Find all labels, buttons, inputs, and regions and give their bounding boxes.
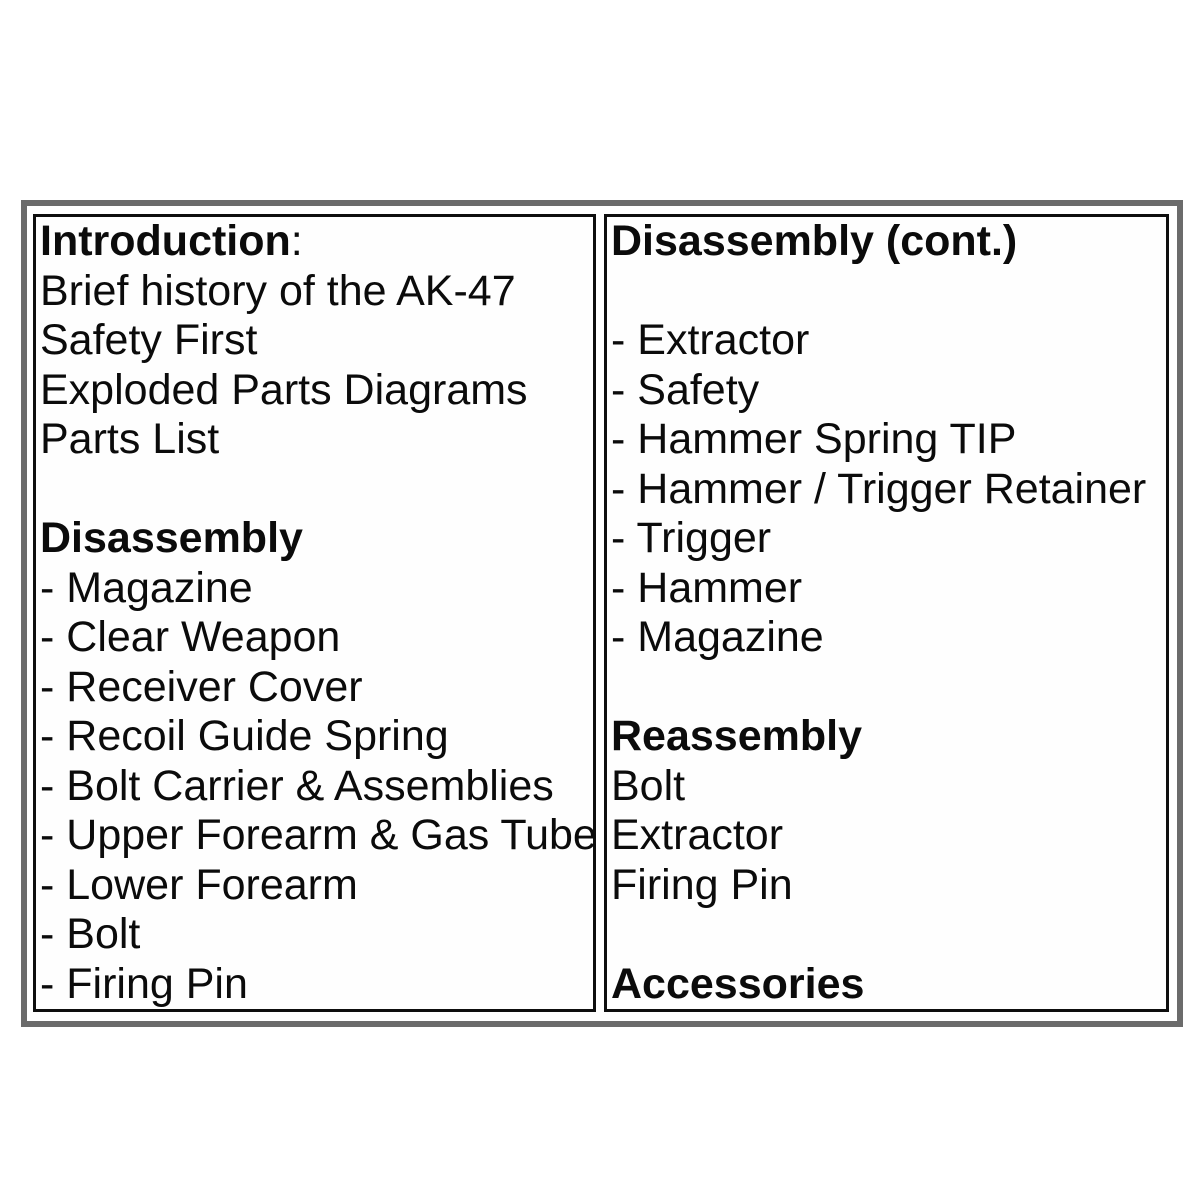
toc-entry: Parts List — [40, 415, 220, 463]
toc-blank-line — [40, 465, 593, 515]
toc-heading: Disassembly — [40, 514, 303, 562]
toc-entry: Firing Pin — [611, 860, 793, 909]
toc-heading: Reassembly — [611, 712, 862, 760]
toc-heading: Accessories — [611, 959, 865, 1008]
toc-entry: - Hammer Spring TIP — [611, 415, 1017, 463]
toc-entry: - Trigger — [611, 514, 772, 562]
toc-blank-line — [611, 663, 1166, 713]
toc-entry: - Magazine — [611, 613, 824, 661]
toc-entry: - Magazine — [40, 563, 253, 612]
toc-entry: Bolt — [611, 761, 686, 810]
toc-entry: - Hammer — [611, 563, 803, 612]
toc-entry: - Upper Forearm & Gas Tube — [40, 811, 597, 859]
toc-entry: - Safety — [611, 365, 760, 414]
toc-entry: - Bolt Carrier & Assemblies — [40, 761, 554, 810]
toc-heading: Disassembly (cont.) — [611, 217, 1018, 265]
toc-entry: - Lower Forearm — [40, 860, 358, 909]
toc-entry: - Receiver Cover — [40, 662, 363, 711]
toc-heading-suffix: : — [290, 217, 303, 265]
toc-column-left — [33, 214, 596, 1012]
toc-entry: - Bolt — [40, 910, 141, 958]
toc-heading-text: Introduction — [40, 217, 291, 265]
toc-entry: Safety First — [40, 316, 258, 364]
toc-entry: - Recoil Guide Spring — [40, 712, 449, 760]
toc-blank-line — [611, 267, 1166, 317]
toc-entry: - Clear Weapon — [40, 613, 341, 661]
toc-column-right — [604, 214, 1169, 1012]
toc-entry: - Firing Pin — [40, 959, 248, 1008]
toc-heading — [40, 217, 593, 267]
toc-entry: - Hammer / Trigger Retainer — [611, 464, 1147, 513]
toc-entry: Exploded Parts Diagrams — [40, 365, 528, 414]
toc-entry: - Extractor — [611, 316, 810, 364]
toc-entry: Brief history of the AK-47 — [40, 266, 516, 315]
toc-entry: Extractor — [611, 811, 784, 859]
toc-blank-line — [611, 910, 1166, 960]
